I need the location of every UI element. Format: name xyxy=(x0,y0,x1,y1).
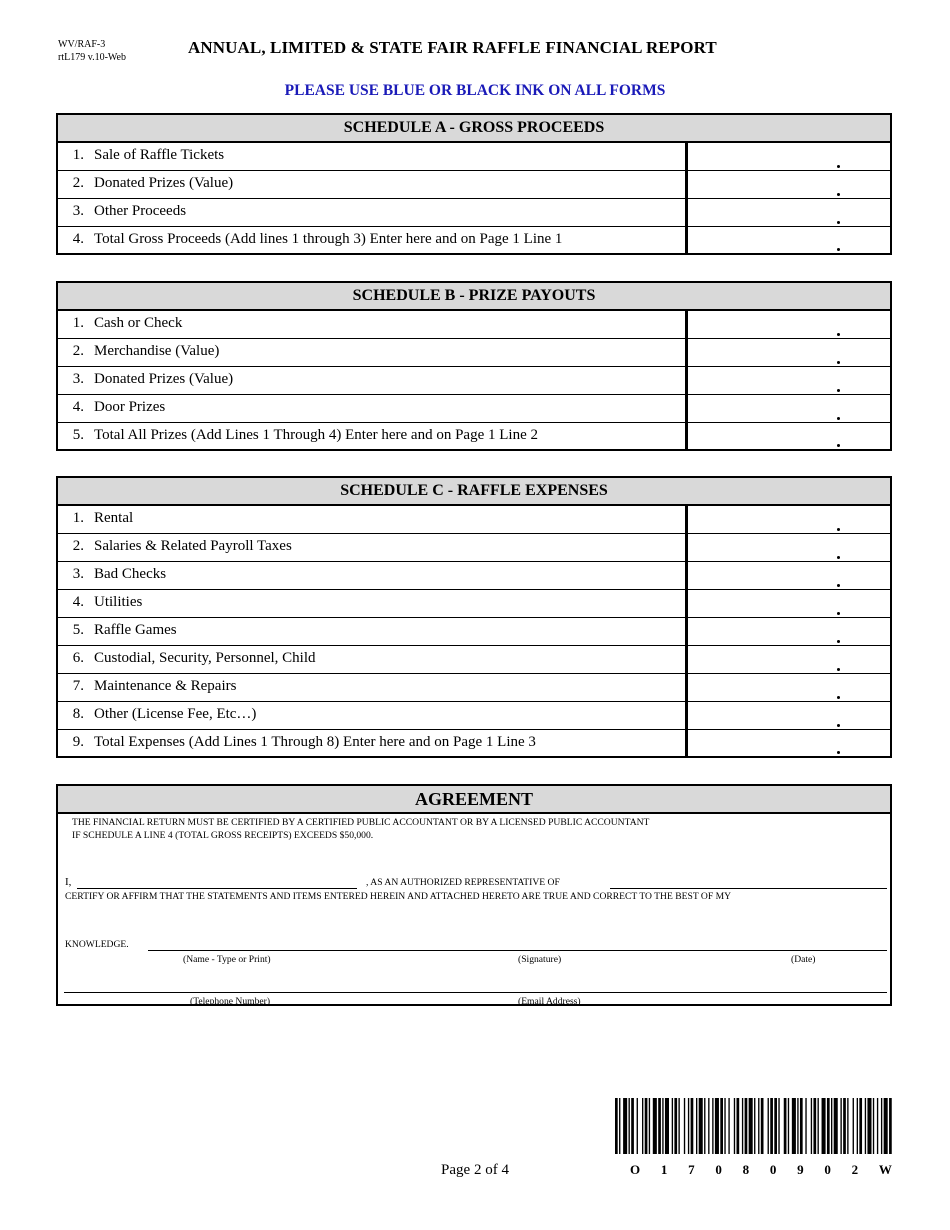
schedule-b-line-2 xyxy=(58,339,890,367)
line-number: 4. xyxy=(72,399,84,415)
barcode-bar xyxy=(768,1098,769,1154)
amount-field[interactable] xyxy=(685,367,890,394)
barcode-bar xyxy=(797,1098,798,1154)
schedule-a-title: SCHEDULE A - GROSS PROCEEDS xyxy=(58,115,890,143)
barcode-bar xyxy=(728,1098,729,1154)
line-number: 1. xyxy=(72,147,84,163)
barcode-bar xyxy=(884,1098,888,1154)
amount-field[interactable] xyxy=(685,227,890,253)
barcode-bar xyxy=(658,1098,661,1154)
line-number: 7. xyxy=(72,678,84,694)
barcode-bar xyxy=(813,1098,816,1154)
barcode-bar xyxy=(684,1098,685,1154)
barcode-bar xyxy=(704,1098,705,1154)
barcode-char: O xyxy=(630,1162,641,1177)
decimal-point xyxy=(837,584,840,587)
barcode-char: 9 xyxy=(797,1162,804,1177)
cpa-notice-line1: THE FINANCIAL RETURN MUST BE CERTIFIED BY A CERTIFIED PUBLIC ACCOUNTANT OR BY A LICENSED PUBLIC ACCOUNTANT xyxy=(72,817,650,828)
barcode-char: 1 xyxy=(660,1162,668,1177)
line-number: 4. xyxy=(72,231,84,247)
line-number: 3. xyxy=(72,371,84,387)
barcode-bar xyxy=(742,1098,743,1154)
barcode-bar xyxy=(642,1098,643,1154)
schedule-b-title: SCHEDULE B - PRIZE PAYOUTS xyxy=(58,283,890,311)
barcode-bar xyxy=(827,1098,830,1154)
amount-field[interactable] xyxy=(685,534,890,561)
schedule-c-line-8 xyxy=(58,702,890,730)
barcode-char: 0 xyxy=(715,1162,722,1177)
barcode-bar xyxy=(708,1098,709,1154)
schedule-b-line-1 xyxy=(58,311,890,339)
barcode-bar xyxy=(645,1098,648,1154)
authorized-rep-text: , AS AN AUTHORIZED REPRESENTATIVE OF xyxy=(366,877,560,888)
barcode-bar xyxy=(737,1098,740,1154)
barcode-bar xyxy=(758,1098,759,1154)
barcode-bar xyxy=(615,1098,618,1154)
decimal-point xyxy=(837,640,840,643)
barcode-bar xyxy=(865,1098,866,1154)
barcode-bar xyxy=(784,1098,787,1154)
schedule-b-line-4 xyxy=(58,395,890,423)
schedule-c xyxy=(56,476,892,758)
barcode-bar xyxy=(840,1098,841,1154)
barcode-bar xyxy=(811,1098,812,1154)
agreement-title: AGREEMENT xyxy=(58,786,890,814)
line-label: Total Expenses (Add Lines 1 Through 8) Enter here and on Page 1 Line 3 xyxy=(94,734,536,750)
amount-field[interactable] xyxy=(685,311,890,338)
barcode-bar xyxy=(818,1098,819,1154)
barcode-bar xyxy=(662,1098,663,1154)
line-number: 2. xyxy=(72,175,84,191)
line-label: Donated Prizes (Value) xyxy=(94,175,234,191)
line-number: 9. xyxy=(72,734,84,750)
barcode-bar xyxy=(631,1098,634,1154)
decimal-point xyxy=(837,417,840,420)
barcode-bar xyxy=(619,1098,620,1154)
barcode-bar xyxy=(770,1098,773,1154)
schedule-b-line-3 xyxy=(58,367,890,395)
line-label: Other Proceeds xyxy=(94,203,187,219)
line-number: 3. xyxy=(72,203,84,219)
decimal-point xyxy=(837,612,840,615)
line-label: Other (License Fee, Etc…) xyxy=(94,706,257,722)
decimal-point xyxy=(837,165,840,168)
decimal-point xyxy=(837,444,840,447)
barcode xyxy=(615,1098,893,1154)
schedule-a-line-1 xyxy=(58,143,890,171)
barcode-char: 0 xyxy=(824,1162,831,1177)
barcode-bar xyxy=(623,1098,627,1154)
line-number: 5. xyxy=(72,427,84,443)
decimal-point xyxy=(837,193,840,196)
schedule-c-title: SCHEDULE C - RAFFLE EXPENSES xyxy=(58,478,890,506)
barcode-bar xyxy=(847,1098,848,1154)
barcode-bar xyxy=(831,1098,832,1154)
barcode-bar xyxy=(788,1098,789,1154)
line-label: Utilities xyxy=(94,594,143,610)
barcode-bar xyxy=(665,1098,669,1154)
barcode-char: 2 xyxy=(851,1162,859,1177)
barcode-bar xyxy=(672,1098,673,1154)
schedule-a-rows xyxy=(58,143,890,253)
amount-field[interactable] xyxy=(685,590,890,617)
barcode-bar xyxy=(792,1098,796,1154)
schedule-c-line-2 xyxy=(58,534,890,562)
barcode-bar xyxy=(696,1098,697,1154)
decimal-point xyxy=(837,696,840,699)
amount-field[interactable] xyxy=(685,171,890,198)
line-label: Total All Prizes (Add Lines 1 Through 4) Enter here and on Page 1 Line 2 xyxy=(94,427,538,443)
line-number: 1. xyxy=(72,510,84,526)
line-number: 6. xyxy=(72,650,84,666)
barcode-bar xyxy=(867,1098,871,1154)
date-caption: (Date) xyxy=(791,954,816,965)
barcode-bar xyxy=(754,1098,755,1154)
schedule-c-line-3 xyxy=(58,562,890,590)
barcode-bar xyxy=(778,1098,779,1154)
line-label: Door Prizes xyxy=(94,399,166,415)
barcode-bar xyxy=(859,1098,862,1154)
line-number: 5. xyxy=(72,622,84,638)
decimal-point xyxy=(837,528,840,531)
schedule-c-line-4 xyxy=(58,590,890,618)
barcode-bar xyxy=(745,1098,748,1154)
barcode-bar xyxy=(653,1098,657,1154)
barcode-bar xyxy=(688,1098,689,1154)
barcode-bar xyxy=(749,1098,753,1154)
barcode-bar xyxy=(889,1098,892,1154)
phone-caption: (Telephone Number) xyxy=(190,996,271,1007)
certify-text: CERTIFY OR AFFIRM THAT THE STATEMENTS AND ITEMS ENTERED HEREIN AND ATTACHED HERETO ARE TRUE AND CORRECT TO THE BEST OF MY xyxy=(65,891,732,902)
barcode-char: W xyxy=(878,1162,892,1177)
line-label: Sale of Raffle Tickets xyxy=(94,147,225,163)
barcode-bar xyxy=(720,1098,723,1154)
schedule-c-line-7 xyxy=(58,674,890,702)
decimal-point xyxy=(837,333,840,336)
decimal-point xyxy=(837,556,840,559)
line-label: Rental xyxy=(94,510,134,526)
amount-field[interactable] xyxy=(685,506,890,533)
barcode-bar xyxy=(857,1098,858,1154)
email-caption: (Email Address) xyxy=(518,996,581,1007)
amount-field[interactable] xyxy=(685,674,890,701)
schedule-c-line-9 xyxy=(58,730,890,756)
barcode-bar xyxy=(649,1098,650,1154)
barcode-char: 7 xyxy=(688,1162,695,1177)
schedule-b-line-5 xyxy=(58,423,890,449)
barcode-bar xyxy=(853,1098,854,1154)
line-number: 4. xyxy=(72,594,84,610)
name-caption: (Name - Type or Print) xyxy=(183,954,271,965)
amount-field[interactable] xyxy=(685,423,890,449)
schedule-c-line-5 xyxy=(58,618,890,646)
barcode-char: 8 xyxy=(742,1162,750,1177)
barcode-bar xyxy=(724,1098,725,1154)
decimal-point xyxy=(837,724,840,727)
decimal-point xyxy=(837,361,840,364)
organization-name-field[interactable] xyxy=(610,888,887,889)
line-label: Salaries & Related Payroll Taxes xyxy=(94,538,292,554)
line-number: 3. xyxy=(72,566,84,582)
barcode-bar xyxy=(712,1098,713,1154)
phone-email-line[interactable] xyxy=(64,992,887,993)
decimal-point xyxy=(837,389,840,392)
barcode-bar xyxy=(873,1098,874,1154)
barcode-bar xyxy=(761,1098,764,1154)
barcode-bar xyxy=(800,1098,803,1154)
i-prefix: I, xyxy=(65,876,72,888)
schedule-a-line-3 xyxy=(58,199,890,227)
line-label: Custodial, Security, Personnel, Child xyxy=(94,650,316,666)
schedule-a-line-4 xyxy=(58,227,890,253)
line-number: 8. xyxy=(72,706,84,722)
schedule-c-rows xyxy=(58,506,890,756)
schedule-c-line-6 xyxy=(58,646,890,674)
barcode-char: 0 xyxy=(769,1162,777,1177)
amount-field[interactable] xyxy=(685,143,890,170)
line-number: 1. xyxy=(72,315,84,331)
line-label: Cash or Check xyxy=(94,315,183,331)
representative-name-field[interactable] xyxy=(77,888,357,889)
amount-field[interactable] xyxy=(685,339,890,366)
amount-field[interactable] xyxy=(685,199,890,226)
barcode-bar xyxy=(678,1098,679,1154)
schedule-b xyxy=(56,281,892,451)
barcode-bar xyxy=(822,1098,826,1154)
signature-caption: (Signature) xyxy=(518,954,562,965)
barcode-bar xyxy=(629,1098,630,1154)
barcode-bar xyxy=(843,1098,846,1154)
line-number: 2. xyxy=(72,538,84,554)
form-version: rtL179 v.10-Web xyxy=(58,52,126,63)
line-label: Merchandise (Value) xyxy=(94,343,220,359)
page-number: Page 2 of 4 xyxy=(441,1162,509,1178)
line-label: Donated Prizes (Value) xyxy=(94,371,234,387)
schedule-a-line-2 xyxy=(58,171,890,199)
barcode-bar xyxy=(774,1098,777,1154)
barcode-bar xyxy=(734,1098,735,1154)
page-title: ANNUAL, LIMITED & STATE FAIR RAFFLE FINANCIAL REPORT xyxy=(188,38,717,57)
barcode-bar xyxy=(691,1098,694,1154)
barcode-bar xyxy=(834,1098,838,1154)
amount-field[interactable] xyxy=(685,730,890,756)
knowledge-text: KNOWLEDGE. xyxy=(65,939,129,950)
barcode-bar xyxy=(699,1098,703,1154)
line-number: 2. xyxy=(72,343,84,359)
ink-notice: PLEASE USE BLUE OR BLACK INK ON ALL FORMS xyxy=(284,82,666,99)
amount-field[interactable] xyxy=(685,562,890,589)
barcode-bar xyxy=(674,1098,677,1154)
amount-field[interactable] xyxy=(685,395,890,422)
schedule-b-rows xyxy=(58,311,890,449)
line-label: Maintenance & Repairs xyxy=(94,678,237,694)
schedule-a xyxy=(56,113,892,255)
amount-field[interactable] xyxy=(685,702,890,729)
barcode-bar xyxy=(715,1098,719,1154)
form-id: WV/RAF-3 xyxy=(58,39,106,50)
barcode-bar xyxy=(877,1098,878,1154)
schedule-c-line-1 xyxy=(58,506,890,534)
line-label: Bad Checks xyxy=(94,566,167,582)
decimal-point xyxy=(837,668,840,671)
form-code xyxy=(58,38,126,64)
amount-field[interactable] xyxy=(685,618,890,645)
amount-field[interactable] xyxy=(685,646,890,673)
barcode-bar xyxy=(805,1098,806,1154)
line-label: Raffle Games xyxy=(94,622,177,638)
decimal-point xyxy=(837,221,840,224)
barcode-text xyxy=(630,1162,892,1178)
agreement-section xyxy=(56,784,892,1006)
decimal-point xyxy=(837,751,840,754)
name-signature-date-line[interactable] xyxy=(148,950,887,951)
barcode-bar xyxy=(637,1098,638,1154)
decimal-point xyxy=(837,248,840,251)
line-label: Total Gross Proceeds (Add lines 1 through 3) Enter here and on Page 1 Line 1 xyxy=(94,231,563,247)
barcode-bar xyxy=(881,1098,882,1154)
cpa-notice-line2: IF SCHEDULE A LINE 4 (TOTAL GROSS RECEIPTS) EXCEEDS $50,000. xyxy=(72,830,374,841)
